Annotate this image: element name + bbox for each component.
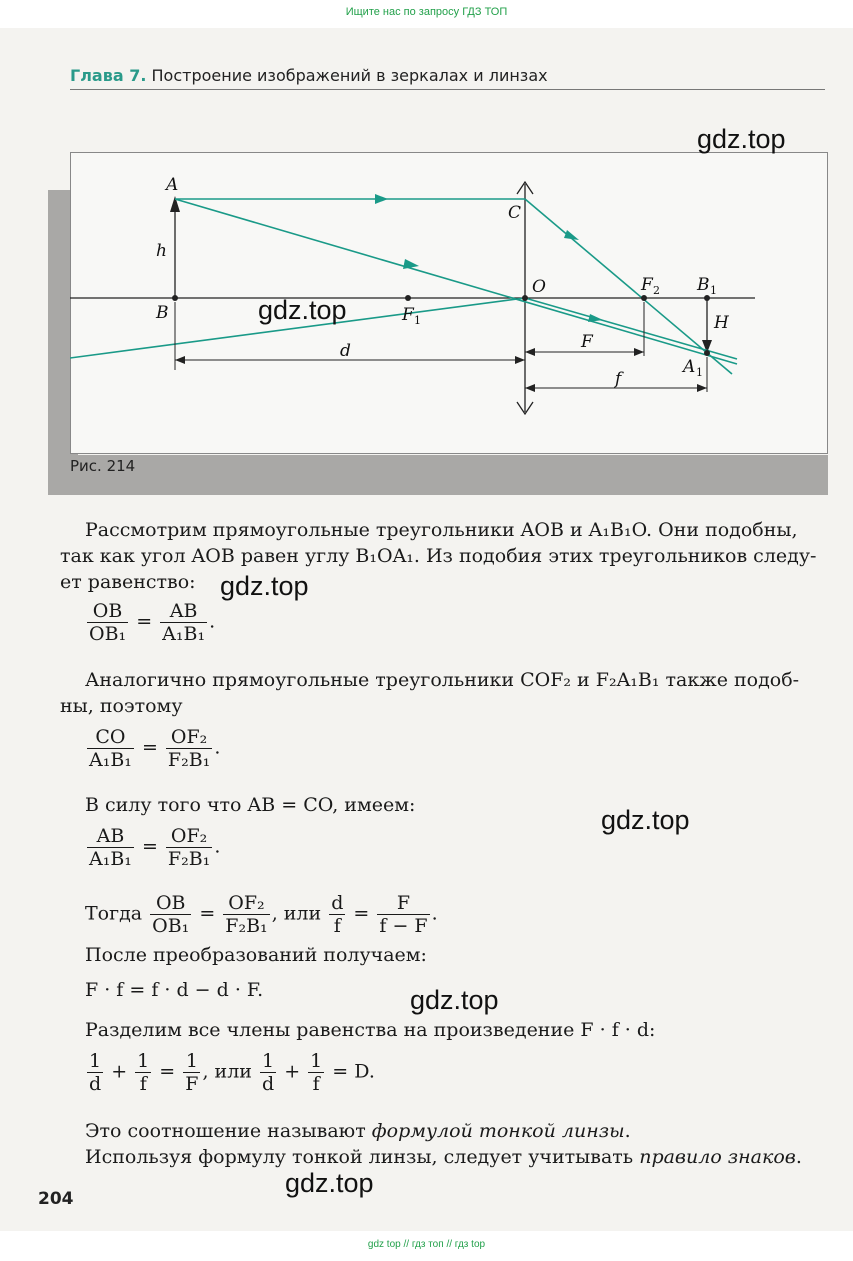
paragraph-line: ны, поэтому: [60, 695, 183, 717]
label-F1-sub: 1: [414, 314, 421, 327]
term-thin-lens-formula: формулой тонкой линзы: [371, 1120, 625, 1142]
eq-dot: .: [795, 1146, 802, 1168]
paragraph-line: так как угол AOB равен углу B₁OA₁. Из подобия этих треугольников следу-: [60, 545, 817, 567]
p6-text: Используя формулу тонкой линзы, следует учитывать: [85, 1146, 640, 1168]
label-H: H: [714, 313, 729, 333]
equation-3: $\frac{AB}{\text{A₁B₁}}$ = $\frac{\text{OF₂}}{\text{F₂B₁}}$ .: [89, 825, 221, 870]
eq3-den-right: F₂B₁: [167, 848, 211, 870]
paragraph-line: Аналогично прямоугольные треугольники COF₂ и F₂A₁B₁ также подоб-: [85, 669, 800, 691]
label-B1: B: [697, 275, 710, 295]
header-rule: [70, 89, 825, 90]
paragraph-line: Разделим все члены равенства на произведение F · f · d:: [85, 1019, 656, 1041]
eq-dot: .: [209, 610, 216, 633]
label-F2-sub: 2: [653, 284, 660, 297]
eq6-den-a: d: [89, 1073, 102, 1095]
paragraph-line: [85, 1118, 631, 1144]
eq6-num-a: 1: [87, 1050, 103, 1073]
eq6-den-b: f: [139, 1073, 147, 1095]
paragraph-line: [85, 1144, 802, 1170]
watermark: gdz.top: [601, 805, 690, 835]
eq6-or: , или: [202, 1060, 252, 1083]
ray-arrow: [375, 194, 388, 204]
d-arrow-right: [515, 356, 525, 364]
eq6-den-e: f: [312, 1073, 320, 1095]
ray-arrow: [588, 314, 603, 322]
label-F1: F: [402, 305, 414, 325]
F-arrow-left: [525, 348, 535, 356]
point-B: [172, 295, 178, 301]
chapter-header: [70, 66, 548, 85]
eq4-num-d: F: [377, 892, 429, 915]
paragraph-line: В силу того что AB = CO, имеем:: [85, 794, 416, 816]
equation-1: $\frac{OB}{\text{OB₁}}$ = $\frac{AB}{\text{A₁B₁}}$ .: [89, 600, 216, 645]
label-B1-sub: 1: [710, 284, 717, 297]
eq4-num-b: OF₂: [223, 892, 269, 915]
label-f: f: [615, 369, 622, 389]
eq3-den-left: A₁B₁: [89, 848, 132, 870]
point-O: [522, 295, 528, 301]
watermark: gdz.top: [410, 985, 499, 1015]
top-banner[interactable]: Ищите нас по запросу ГДЗ ТОП: [345, 6, 508, 18]
label-h: h: [156, 241, 167, 261]
eq4-then: Тогда: [85, 902, 143, 925]
eq4-den-a: OB₁: [152, 915, 190, 937]
watermark: gdz.top: [285, 1168, 374, 1198]
eq4-den-d: f − F: [379, 915, 428, 937]
eq3-num-left: AB: [87, 825, 134, 848]
equation-2: $\frac{CO}{\text{A₁B₁}}$ = $\frac{\text{OF₂}}{\text{F₂B₁}}$ .: [89, 726, 221, 771]
lens-diagram: [70, 152, 826, 452]
point-F1: [405, 295, 411, 301]
eq4-den-c: f: [333, 915, 341, 937]
paragraph-line: После преобразований получаем:: [85, 944, 427, 966]
eq1-den-right: A₁B₁: [162, 623, 206, 645]
eq3-num-right: OF₂: [166, 825, 212, 848]
figure-caption-band: [48, 455, 828, 495]
label-A: A: [166, 175, 179, 195]
eq6-num-b: 1: [137, 1050, 150, 1072]
label-B: B: [156, 303, 169, 323]
eq1-den-left: OB₁: [89, 623, 127, 645]
paragraph-line: Рассмотрим прямоугольные треугольники AOB и A₁B₁O. Они подобны,: [85, 519, 798, 541]
paragraph-line: ет равенство:: [60, 571, 196, 593]
eq-dot: .: [624, 1120, 631, 1142]
eq4-or: , или: [271, 902, 322, 925]
ray-arrow: [564, 230, 579, 240]
label-O: O: [532, 277, 546, 297]
f-arrow-left: [525, 384, 535, 392]
chapter-title: Построение изображений в зеркалах и линзах: [151, 66, 548, 85]
eq4-num-c: d: [331, 892, 344, 914]
eq4-num-a: OB: [150, 892, 191, 915]
eq1-num-right: AB: [160, 600, 207, 623]
eq-dot: .: [431, 902, 438, 925]
equation-4: Тогда $\frac{OB}{\text{OB₁}}$ = $\frac{\text{OF₂}}{\text{F₂B₁}}$ , или $\frac{d}{f}$ = $\frac{F}{f - F}$ .: [85, 892, 438, 937]
label-d: d: [340, 341, 351, 361]
figure-caption: Рис. 214: [70, 457, 136, 475]
eq2-num-left: CO: [87, 726, 134, 749]
eq6-num-c: 1: [183, 1050, 200, 1073]
label-F2: F: [641, 275, 653, 295]
eq2-den-left: A₁B₁: [89, 749, 132, 771]
eq6-num-d: 1: [260, 1050, 276, 1073]
equation-5: F · f = f · d − d · F.: [85, 979, 264, 1001]
bottom-banner[interactable]: gdz top // гдз топ // гдз top: [367, 1239, 486, 1250]
eq4-den-b: F₂B₁: [225, 915, 268, 937]
label-A1: A: [683, 357, 696, 377]
label-A1-sub: 1: [696, 366, 703, 379]
chapter-number: Глава 7.: [70, 66, 147, 85]
term-sign-rule: правило знаков: [639, 1146, 796, 1168]
label-C: C: [508, 203, 522, 223]
eq2-den-right: F₂B₁: [167, 749, 211, 771]
f-arrow-right: [697, 384, 707, 392]
page-number: 204: [38, 1189, 74, 1209]
F-arrow-right: [634, 348, 644, 356]
eq6-den-d: d: [261, 1073, 275, 1095]
watermark: gdz.top: [258, 295, 347, 325]
equation-6: $\frac{1}{d}$ + $\frac{1}{f}$ = $\frac{1}{F}$ , или $\frac{1}{d}$ + $\frac{1}{f}$ = D.: [89, 1050, 375, 1095]
eq2-num-right: OF₂: [166, 726, 212, 749]
label-F: F: [581, 332, 593, 352]
ray-arrow: [403, 259, 419, 269]
p6-text: Это соотношение называют: [85, 1120, 372, 1142]
eq6-num-e: 1: [310, 1050, 323, 1072]
watermark: gdz.top: [220, 571, 309, 601]
point-F2: [641, 295, 647, 301]
eq6-tail: = D.: [332, 1060, 375, 1083]
watermark: gdz.top: [697, 124, 786, 154]
eq-dot: .: [214, 835, 221, 858]
ray-lower-refracted: [525, 298, 737, 359]
eq1-num-left: OB: [87, 600, 128, 623]
eq6-den-c: F: [185, 1073, 199, 1095]
point-A1: [704, 350, 710, 356]
eq-dot: .: [214, 736, 221, 759]
d-arrow-left: [175, 356, 185, 364]
